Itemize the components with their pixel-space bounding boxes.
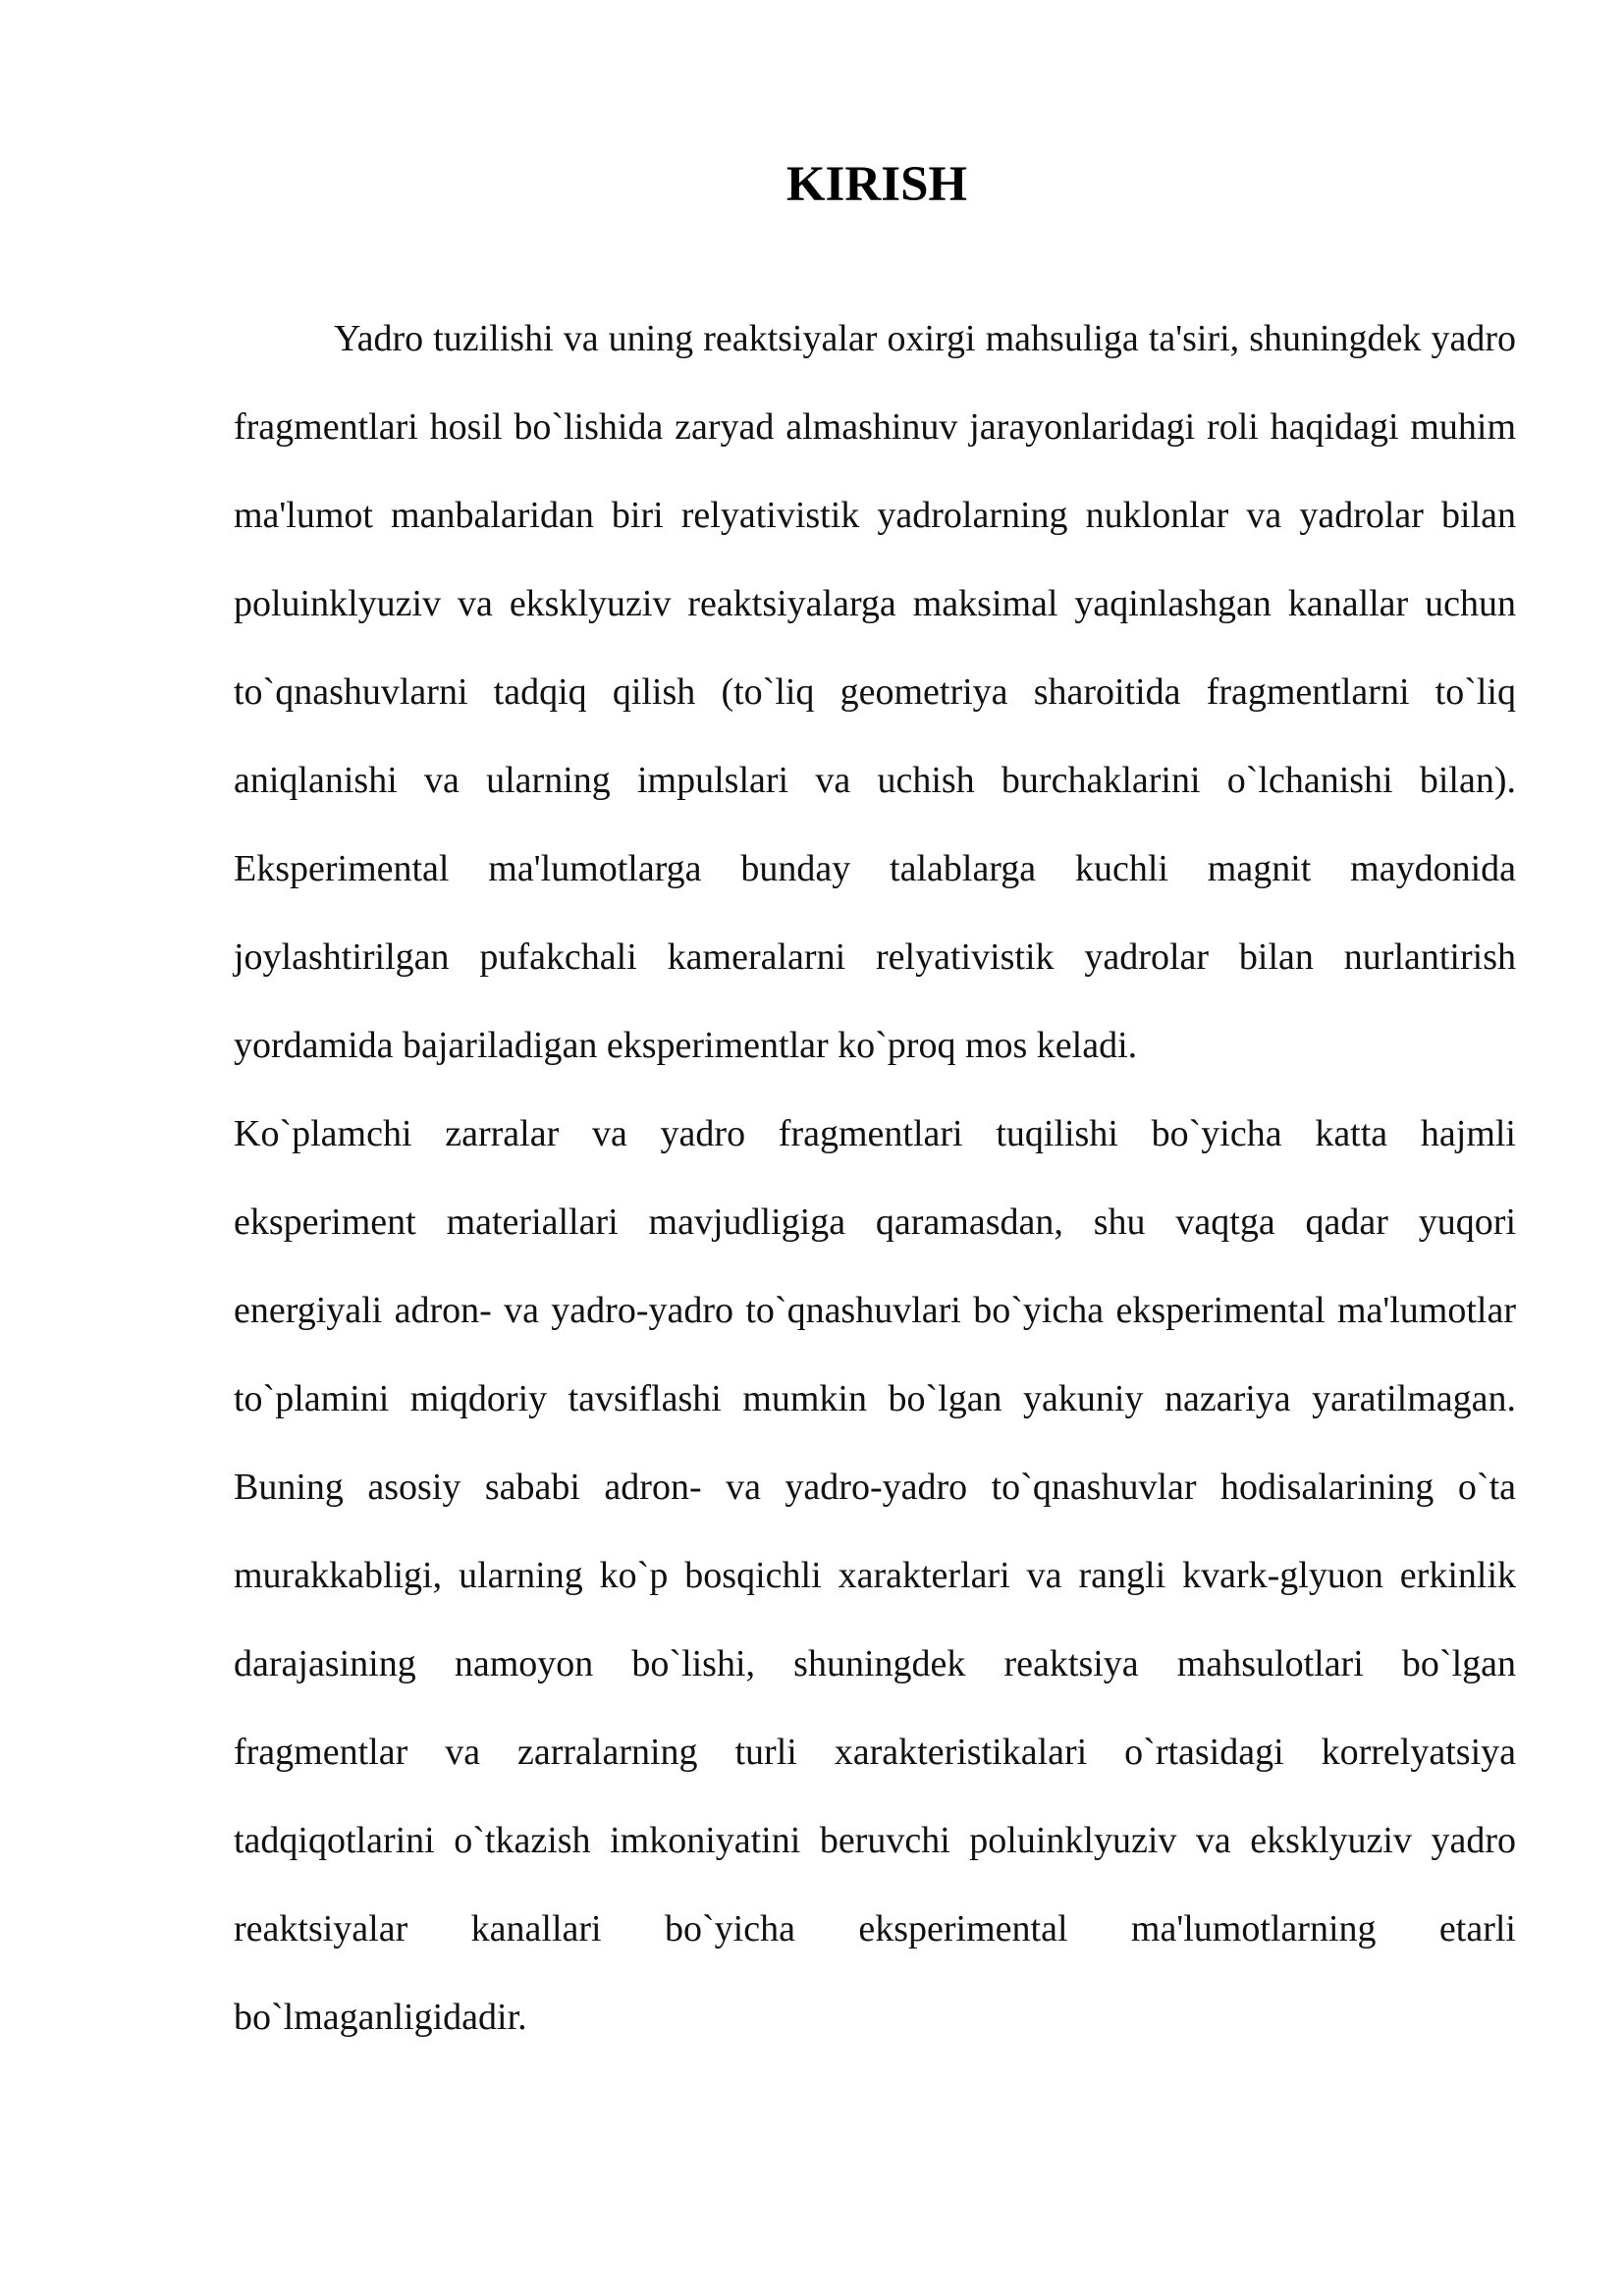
paragraph-1: Yadro tuzilishi va uning reaktsiyalar oxirgi mahsuliga ta'siri, shuningdek yadro fragmentlari hosil bo`lishida zaryad almashinuv jarayonlaridagi roli haqidagi muhim ma'lumot manbalaridan biri relyativistik yadrolarning nuklonlar va yadrolar bilan poluinklyuziv va eksklyuziv reaktsiyalarga maksimal yaqinlashgan kanallar uchun to`qnashuvlarni tadqiq qilish (to`liq geometriya sharoitida fragmentlarni to`liq aniqlanishi va ularning impulslari va uchish burchaklarini o`lchanishi bilan). Eksperimental ma'lumotlarga bunday talablarga kuchli magnit maydonida joylashtirilgan pufakchali kameralarni relyativistik yadrolar bilan nurlantirish yordamida bajariladigan eksperimentlar ko`proq mos keladi. (234, 318, 1516, 1066)
paragraph-2: Ko`plamchi zarralar va yadro fragmentlari tuqilishi bo`yicha katta hajmli eksperiment materiallari mavjudligiga qaramasdan, shu vaqtga qadar yuqori energiyali adron- va yadro-yadro to`qnashuvlari bo`yicha eksperimental ma'lumotlar to`plamini miqdoriy tavsiflashi mumkin bo`lgan yakuniy nazariya yaratilmagan. Buning asosiy sababi adron- va yadro-yadro to`qnashuvlar hodisalarining o`ta murakkabligi, ularning ko`p bosqichli xarakterlari va rangli kvark-glyuon erkinlik darajasining namoyon bo`lishi, shuningdek reaktsiya mahsulotlari bo`lgan fragmentlar va zarralarning turli xarakteristikalari o`rtasidagi korrelyatsiya tadqiqotlarini o`tkazish imkoniyatini beruvchi poluinklyuziv va eksklyuziv yadro reaktsiyalar kanallari bo`yicha eksperimental ma'lumotlarning etarli bo`lmaganligidadir. (234, 1113, 1516, 2038)
body-text (234, 294, 1516, 2061)
page-title: KIRISH (785, 157, 968, 212)
